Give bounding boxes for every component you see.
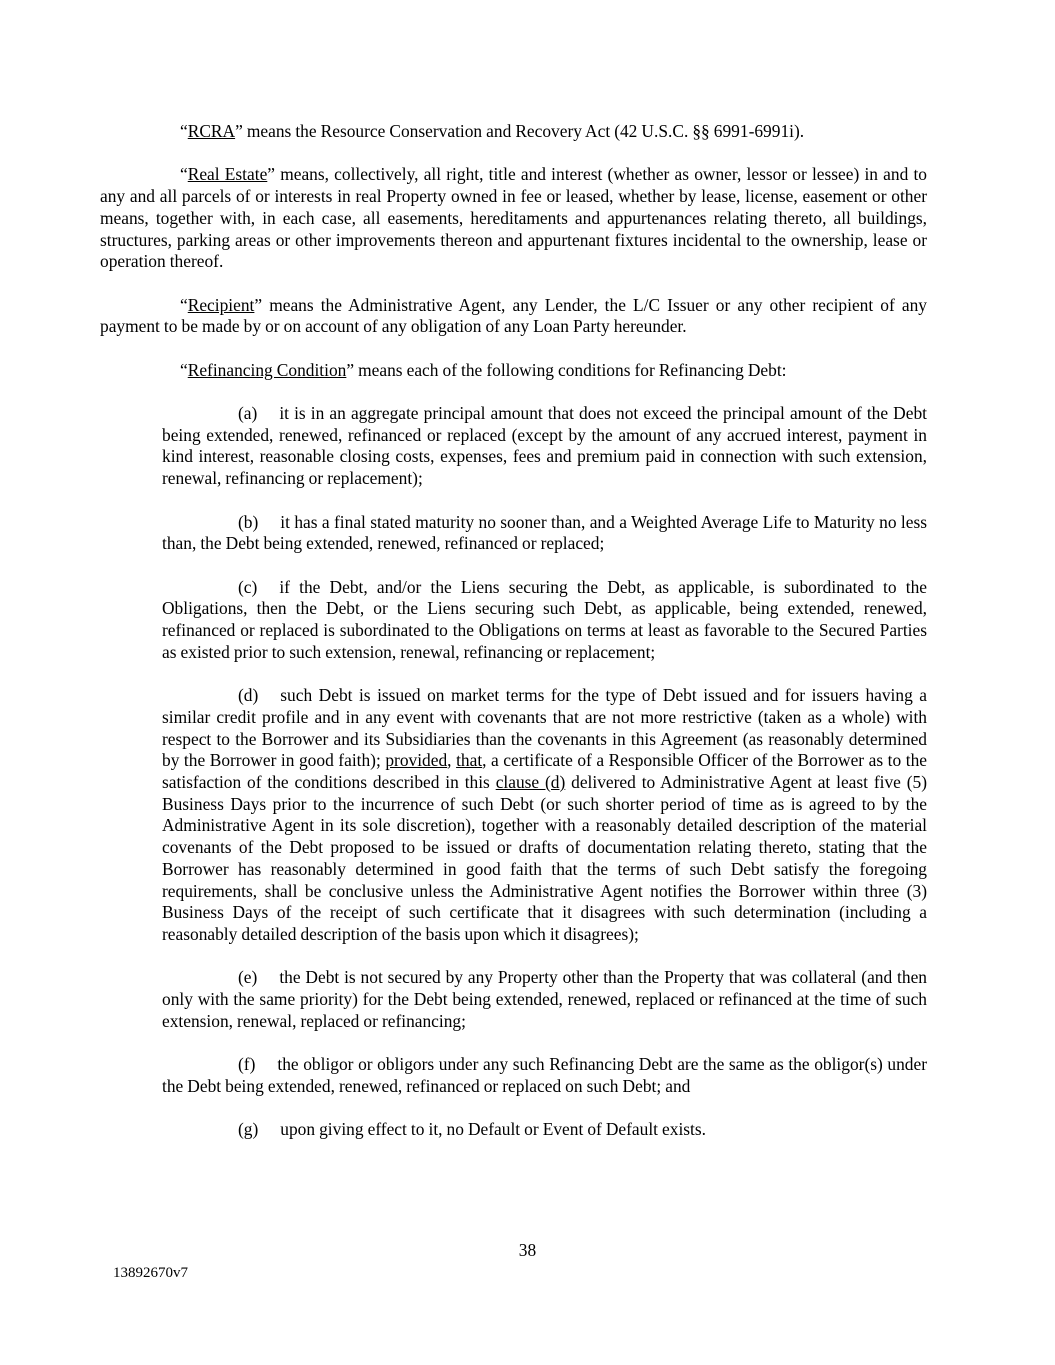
text-run: delivered to Administrative Agent at least five (5) Business Days prior to the incurrence of such Debt (or such shorter period of time as is agreed to by the Administrative Agent in its sole discretion), together with a reasonably detailed description of the material covenants of the Debt proposed to be issued or drafts of documentation relating thereto, stating that the Borrower has reasonably determined in good faith that the terms of such Debt satisfy the foregoing requirements, shall be conclusive unless the Administrative Agent notifies the Borrower within three (3) Business Days of the receipt of such certificate that it disagrees with such determination (including a reasonably detailed description of the basis upon which it disagrees); — [162, 771, 928, 944]
underlined-term: Refinancing Condition — [187, 359, 347, 380]
underlined-term: Recipient — [187, 294, 255, 315]
text-run: , — [447, 750, 457, 771]
document-control-number: 13892670v7 — [113, 1265, 188, 1281]
text-run: “ — [180, 121, 188, 141]
text-run: (g) — [238, 1119, 259, 1140]
text-run: it is in an aggregate principal amount that does not exceed the principal amount of the Debt being extended, renewed, refinanced or replaced (except by the amount of any accrued interest, payment in kind interest, reasonable closing costs, expenses, fees and premium paid in connection with such extension, renewal, refinancing or replacement); — [162, 403, 927, 489]
text-run: (f) — [238, 1054, 256, 1075]
underlined-term: provided — [385, 750, 448, 771]
text-run: ” means each of the following conditions for Refinancing Debt: — [346, 359, 787, 380]
text-run: (a) — [238, 403, 258, 424]
underlined-term: Real Estate — [187, 164, 268, 185]
text-run: (d) — [238, 685, 259, 706]
text-run: (c) — [238, 576, 258, 597]
condition-d — [162, 685, 927, 945]
text-run: “ — [180, 359, 188, 380]
page-number: 38 — [518, 1240, 537, 1260]
condition-g — [162, 1119, 927, 1141]
underlined-term: clause (d) — [495, 771, 566, 792]
text-run: “ — [180, 294, 188, 315]
text-run: if the Debt, and/or the Liens securing the Debt, as applicable, is subordinated to the Obligations, then the Debt, or the Liens securing such Debt, as applicable, being extended, renewed, refinanced or replaced is subordinated to the Obligations on terms at least as favorable to the Secured Parties as existed prior to such extension, renewal, refinancing or replacement; — [162, 576, 927, 662]
text-run: “ — [180, 164, 188, 185]
condition-b — [162, 512, 927, 555]
condition-c — [162, 577, 927, 664]
text-run: ” means, collectively, all right, title and interest (whether as owner, lessor or lessee) in and to any and all parcels of or interests in real Property owned in fee or leased, whether by lease, license, easement or other means, together with, in each case, all easements, hereditaments and appurtenances relating thereto, all buildings, structures, parking areas or other improvements thereon and appurtenant fixtures incidental to the ownership, lease or operation thereof. — [100, 164, 927, 272]
text-run: the Debt is not secured by any Property other than the Property that was collateral (and then only with the same priority) for the Debt being extended, renewed, replaced or refinanced at the time of such extension, renewal, replaced or refinancing; — [162, 967, 927, 1031]
condition-a — [162, 403, 927, 490]
text-run: , a certificate of a Responsible Officer of the Borrower as to the satisfaction of the conditions described in this — [162, 750, 927, 792]
definition-refinancing-condition — [100, 360, 927, 382]
underlined-term: that — [456, 750, 483, 771]
text-run: it has a final stated maturity no sooner than, and a Weighted Average Life to Maturity no less than, the Debt being extended, renewed, refinanced or replaced; — [162, 511, 927, 554]
text-run: (b) — [238, 511, 259, 532]
definition-recipient — [100, 295, 927, 338]
text-run: ” means the Administrative Agent, any Lender, the L/C Issuer or any other recipient of any payment to be made by or on account of any obligation of any Loan Party hereunder. — [100, 294, 927, 337]
text-run: upon giving effect to it, no Default or Event of Default exists. — [280, 1119, 707, 1140]
text-run: the obligor or obligors under any such Refinancing Debt are the same as the obligor(s) under the Debt being extended, renewed, refinanced or replaced on such Debt; and — [162, 1054, 927, 1096]
text-run: such Debt is issued on market terms for the type of Debt issued and for issuers having a similar credit profile and in any event with covenants that are not more restrictive (taken as a whole) with respect to the Borrower and its Subsidiaries than the covenants in this Agreement (as reasonably determined by the Borrower in good faith); — [162, 685, 927, 771]
document-body — [100, 121, 927, 1163]
underlined-term: RCRA — [187, 121, 236, 141]
condition-f — [162, 1054, 927, 1097]
definition-rcra — [100, 121, 927, 143]
definition-real-estate — [100, 164, 927, 273]
text-run: (e) — [238, 967, 258, 988]
condition-e — [162, 967, 927, 1032]
text-run: ” means the Resource Conservation and Recovery Act (42 U.S.C. §§ 6991-6991i). — [235, 121, 805, 141]
